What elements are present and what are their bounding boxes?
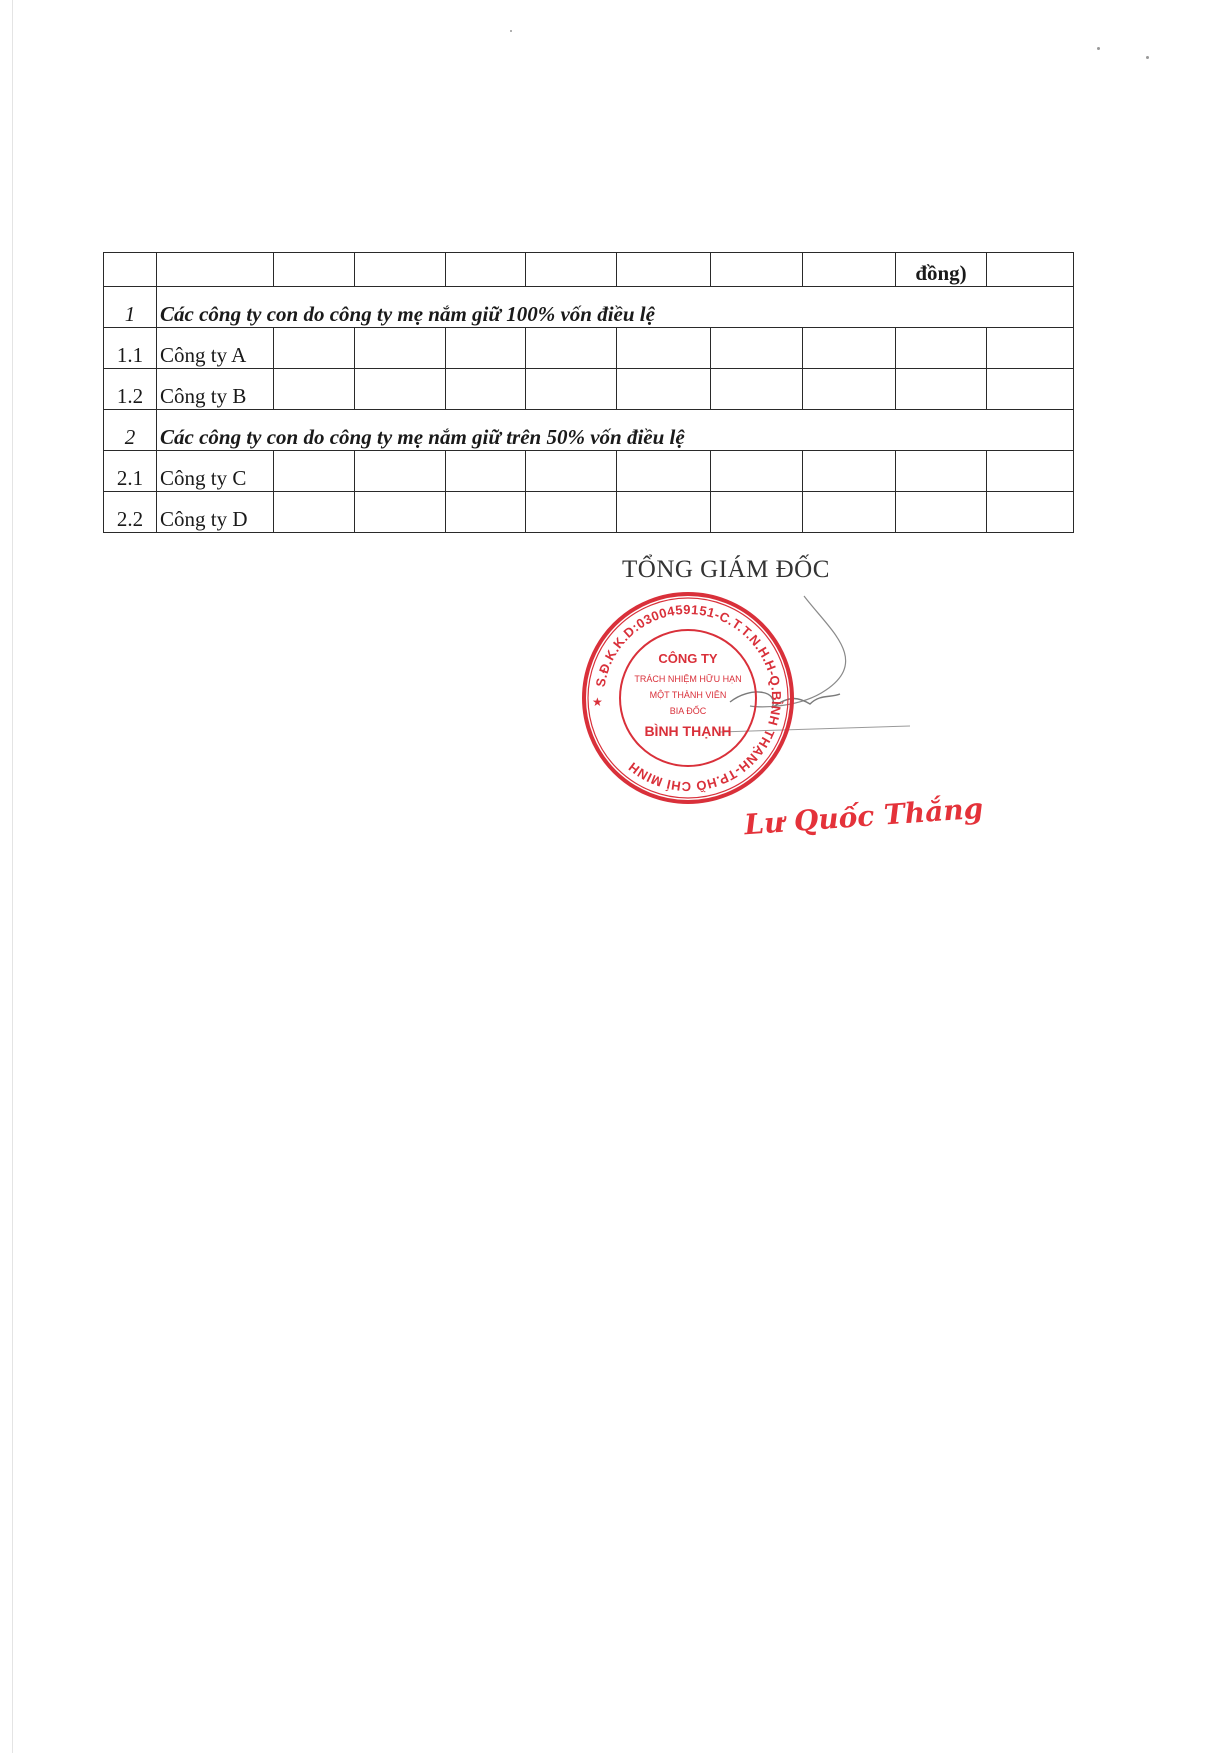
group-row	[104, 410, 1074, 451]
company-name: Công ty A	[157, 328, 274, 369]
row-number: 2.2	[104, 492, 157, 533]
seal-line-3: MỘT THÀNH VIÊN	[649, 690, 727, 700]
company-name: Công ty B	[157, 369, 274, 410]
group-number: 1	[104, 287, 157, 328]
seal-line-4: BIA ĐỐC	[669, 706, 707, 716]
group-row	[104, 287, 1074, 328]
seal-line-5: BÌNH THẠNH	[644, 723, 732, 739]
company-name: Công ty D	[157, 492, 274, 533]
table-row	[104, 492, 1074, 533]
scan-edge	[12, 0, 13, 1753]
scan-speck	[510, 30, 512, 32]
group-title: Các công ty con do công ty mẹ nắm giữ 100% vốn điều lệ	[157, 287, 1074, 328]
table-row	[104, 369, 1074, 410]
subsidiary-table	[103, 252, 1074, 533]
signatory-title: TỔNG GIÁM ĐỐC	[622, 556, 830, 583]
seal-line-1: CÔNG TY	[658, 651, 718, 666]
row-number: 1.2	[104, 369, 157, 410]
table-row	[104, 328, 1074, 369]
table-row	[104, 451, 1074, 492]
company-name: Công ty C	[157, 451, 274, 492]
row-number: 1.1	[104, 328, 157, 369]
table-header-row	[104, 253, 1074, 287]
company-seal	[578, 588, 798, 808]
star-icon: ★	[592, 695, 603, 709]
signer-name: Lư Quốc Thắng	[743, 791, 985, 842]
unit-header-cell: đồng)	[896, 253, 987, 287]
row-number: 2.1	[104, 451, 157, 492]
group-title: Các công ty con do công ty mẹ nắm giữ trên 50% vốn điều lệ	[157, 410, 1074, 451]
scan-speck	[1097, 47, 1100, 50]
scan-speck	[1146, 56, 1149, 59]
seal-line-2: TRÁCH NHIỆM HỮU HẠN	[634, 674, 742, 684]
seal-ring-text: S.Đ.K.K.D:0300459151-C.T.T.N.H.H-Q.BÌNH THẠNH-TP.HỒ CHÍ MINH	[592, 601, 785, 795]
group-number: 2	[104, 410, 157, 451]
